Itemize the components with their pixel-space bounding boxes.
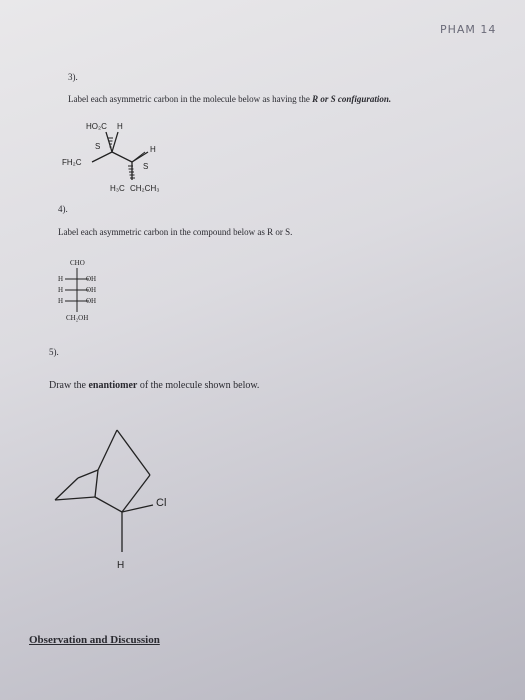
q5-prompt-emphasis: enantiomer: [88, 380, 138, 391]
q5-label-h: H: [117, 560, 125, 571]
q5-prompt-text-c: of the molecule shown below.: [137, 380, 260, 391]
q5-label-cl: Cl: [156, 497, 167, 509]
q3-label-s2: S: [143, 162, 149, 171]
q3-number: 3).: [68, 72, 78, 82]
q3-label-fh2c: FH₂C: [62, 158, 82, 167]
q4-label-ch2oh: CH₂OH: [66, 314, 89, 322]
q3-label-ho2c: HO₂C: [86, 122, 107, 131]
q4-number: 4).: [58, 204, 68, 214]
q4-label-cho: CHO: [70, 259, 85, 267]
q3-label-s1: S: [95, 142, 101, 151]
q3-prompt-emphasis: R or S configuration.: [312, 94, 392, 104]
q4-label-h2: H: [58, 286, 64, 294]
q5-prompt-text-a: Draw the: [49, 380, 89, 391]
q4-label-h1: H: [58, 275, 64, 283]
q3-prompt-text: Label each asymmetric carbon in the molecule below as having the: [68, 94, 313, 104]
q3-label-h3c: H₃C: [110, 184, 125, 193]
observation-discussion-heading: Observation and Discussion: [29, 634, 160, 646]
q4-label-oh1: OH: [86, 275, 97, 283]
q3-label-ch2ch3: CH₂CH₃: [130, 184, 160, 193]
q3-label-h-top: H: [117, 122, 123, 131]
handwritten-name: PHAM 14: [440, 23, 497, 36]
q3-label-h-right: H: [150, 145, 156, 154]
q4-prompt: Label each asymmetric carbon in the compound below as R or S.: [58, 227, 293, 237]
q4-label-oh2: OH: [86, 286, 97, 294]
q5-number: 5).: [49, 347, 59, 357]
q4-label-oh3: OH: [86, 297, 97, 305]
q4-label-h3: H: [58, 297, 64, 305]
